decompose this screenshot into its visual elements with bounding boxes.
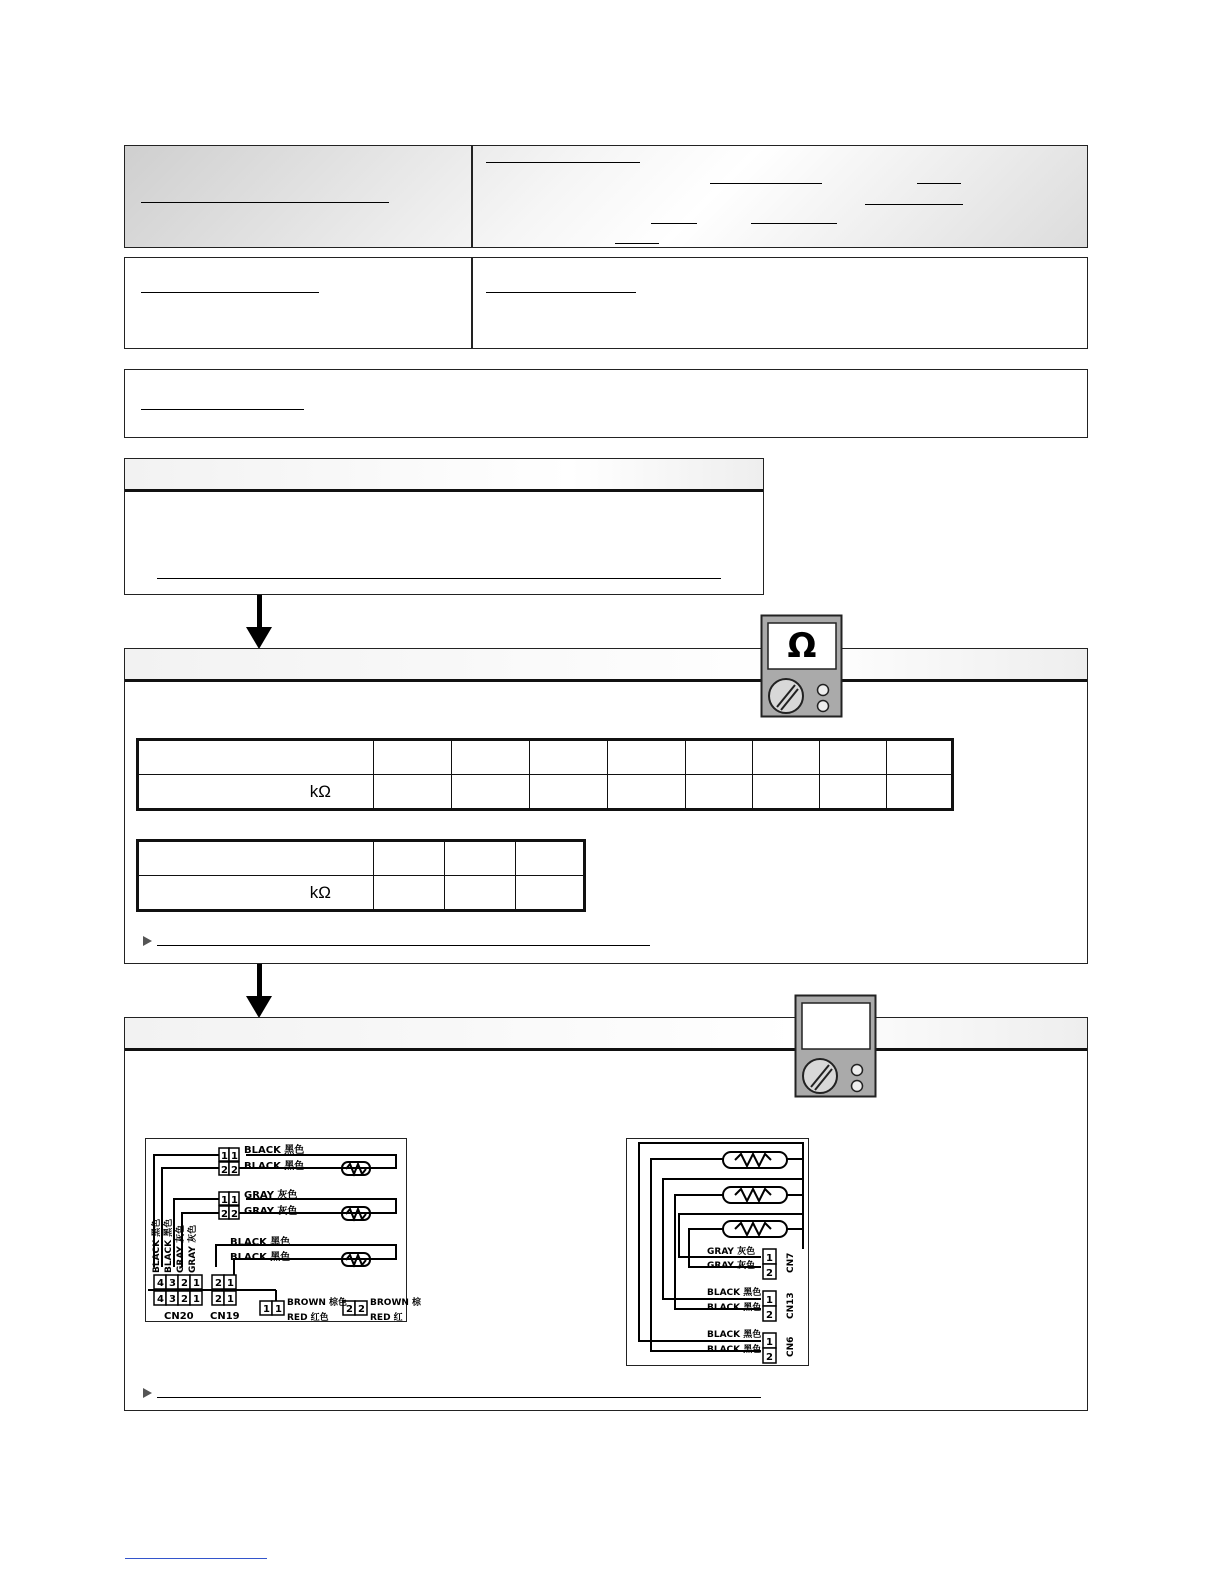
wire-label: RED 红色: [287, 1313, 329, 1323]
vertical-wire-label: GRAY 灰色: [176, 1224, 186, 1273]
pin-label: 1: [263, 1304, 270, 1315]
header-right-line-6: [751, 223, 837, 224]
table-cell: [753, 740, 820, 775]
info-box: [124, 257, 1088, 349]
unit-label: kΩ: [309, 781, 331, 801]
pin-label: 2: [221, 1165, 228, 1176]
triangle-bullet-icon: [143, 936, 152, 946]
table-cell: [516, 841, 585, 876]
pin-label: 2: [766, 1310, 773, 1321]
pin-label: 1: [231, 1195, 238, 1206]
pin-label: 1: [766, 1337, 773, 1348]
step-3-note-line: [157, 1397, 761, 1398]
table-cell: [686, 740, 753, 775]
table-cell: [530, 740, 608, 775]
step-2-note-line: [157, 945, 650, 946]
vertical-wire-label: BLACK 黑色: [164, 1218, 174, 1273]
ohmmeter-icon: [760, 614, 844, 720]
step-1-line: [157, 578, 721, 579]
pin-label: 2: [221, 1209, 228, 1220]
pin-label: 1: [231, 1151, 238, 1162]
table-row: [138, 775, 953, 810]
step-arrow-2-shaft: [257, 964, 262, 998]
pin-label: 4: [157, 1294, 164, 1305]
vertical-wire-label: GRAY 灰色: [188, 1224, 198, 1273]
wire-label: BLACK 黑色: [244, 1145, 305, 1156]
table-cell: [686, 775, 753, 810]
unit-cell: [138, 876, 374, 911]
wire-label: GRAY 灰色: [707, 1261, 756, 1271]
pin-label: 1: [766, 1295, 773, 1306]
header-right-line-5: [651, 223, 697, 224]
header-right-line-1: [486, 162, 640, 163]
pin-label: 1: [766, 1253, 773, 1264]
header-box: [124, 145, 1088, 248]
wire-label: BLACK 黑色: [230, 1252, 291, 1263]
note-line: [141, 409, 304, 410]
pin-label: 1: [227, 1294, 234, 1305]
pin-label: 1: [193, 1294, 200, 1305]
step-2-header: [125, 649, 1087, 682]
pin-label: 2: [358, 1304, 365, 1315]
table-cell: [138, 740, 374, 775]
wire-label: BROWN 棕色: [287, 1298, 348, 1308]
connector-label: CN6: [786, 1336, 796, 1357]
table-cell: [887, 740, 953, 775]
wiring-diagram-right: [626, 1138, 809, 1366]
pin-label: 2: [181, 1294, 188, 1305]
info-divider: [471, 258, 473, 348]
header-right-line-3: [917, 183, 961, 184]
wiring-diagram-left: [145, 1138, 422, 1323]
pin-label: 3: [169, 1278, 176, 1289]
table-cell: [374, 775, 452, 810]
pin-label: 1: [221, 1151, 228, 1162]
pin-label: 2: [215, 1294, 222, 1305]
table-cell: [374, 876, 445, 911]
wire-label: BLACK 黑色: [707, 1345, 762, 1355]
table-cell: [445, 876, 516, 911]
unit-cell: [138, 775, 374, 810]
footer-link[interactable]: [125, 1558, 267, 1559]
table-cell: [374, 841, 445, 876]
table-cell: [374, 740, 452, 775]
triangle-bullet-icon: [143, 1388, 152, 1398]
header-right-line-4: [865, 204, 963, 205]
wire-label: BLACK 黑色: [707, 1288, 762, 1298]
down-arrow-icon: [246, 627, 272, 649]
step-2-box: [124, 648, 1088, 964]
table-cell: [608, 775, 686, 810]
wire-label: RED 红: [370, 1313, 403, 1323]
table-cell: [452, 775, 530, 810]
pin-label: 1: [221, 1195, 228, 1206]
info-left-line: [141, 292, 319, 293]
table-cell: [138, 841, 374, 876]
connector-label: CN20: [164, 1311, 194, 1322]
down-arrow-icon: [246, 996, 272, 1018]
step-3-header: [125, 1018, 1087, 1051]
pin-label: 1: [227, 1278, 234, 1289]
header-divider: [471, 146, 473, 247]
ohm-symbol: Ω: [787, 626, 817, 666]
unit-label: kΩ: [309, 882, 331, 902]
wire-label: BLACK 黑色: [707, 1330, 762, 1340]
vertical-wire-label: BLACK 黑色: [152, 1218, 162, 1273]
step-1-box: [124, 458, 764, 595]
connector-label: CN7: [786, 1252, 796, 1273]
table-row: [138, 740, 953, 775]
header-right-line-7: [615, 243, 659, 244]
table-cell: [445, 841, 516, 876]
wire-label: GRAY 灰色: [244, 1206, 298, 1217]
pin-label: 2: [766, 1268, 773, 1279]
pin-label: 3: [169, 1294, 176, 1305]
wire-label: BLACK 黑色: [244, 1161, 305, 1172]
table-row: [138, 876, 585, 911]
pin-label: 2: [181, 1278, 188, 1289]
pin-label: 2: [215, 1278, 222, 1289]
step-arrow-1-shaft: [257, 595, 262, 629]
table-row: [138, 841, 585, 876]
table-cell: [887, 775, 953, 810]
meter-icon: [794, 994, 878, 1100]
table-cell: [530, 775, 608, 810]
measurement-table-1: [136, 738, 954, 811]
wire-label: GRAY 灰色: [707, 1247, 756, 1257]
table-cell: [753, 775, 820, 810]
pin-label: 1: [193, 1278, 200, 1289]
table-cell: [516, 876, 585, 911]
table-cell: [820, 775, 887, 810]
measurement-table-2: [136, 839, 586, 912]
wire-label: GRAY 灰色: [244, 1190, 298, 1201]
pin-label: 2: [231, 1165, 238, 1176]
table-cell: [820, 740, 887, 775]
table-cell: [608, 740, 686, 775]
wire-label: BLACK 黑色: [230, 1237, 291, 1248]
connector-label: CN19: [210, 1311, 240, 1322]
pin-label: 2: [346, 1304, 353, 1315]
note-box: [124, 369, 1088, 438]
pin-label: 2: [231, 1209, 238, 1220]
pin-label: 4: [157, 1278, 164, 1289]
step-1-header: [125, 459, 763, 492]
wire-label: BLACK 黑色: [707, 1303, 762, 1313]
pin-label: 2: [766, 1352, 773, 1363]
header-left-line: [141, 202, 389, 203]
pin-label: 1: [275, 1304, 282, 1315]
table-cell: [452, 740, 530, 775]
wire-label: BROWN 棕: [370, 1298, 422, 1308]
info-right-line: [486, 292, 636, 293]
connector-label: CN13: [786, 1292, 796, 1319]
header-right-line-2: [710, 183, 822, 184]
